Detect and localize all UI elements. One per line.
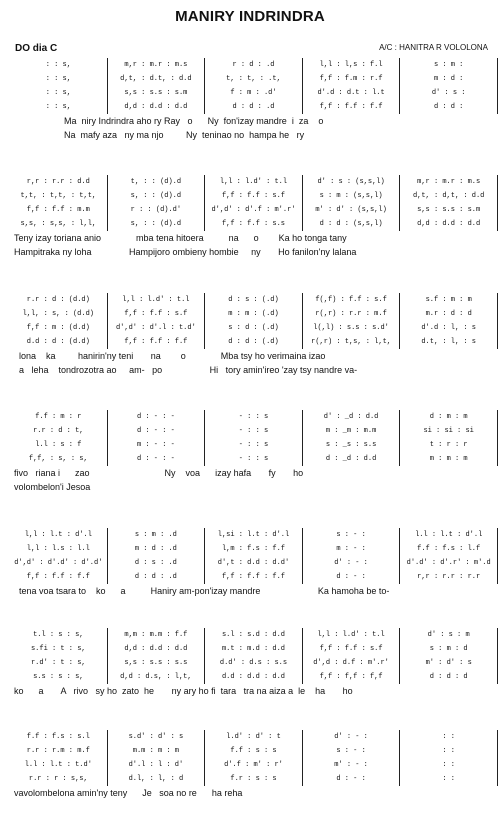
music-system (10, 410, 498, 494)
measure: d : d : (s,s,l) (302, 217, 400, 231)
measure: d : d : d (399, 670, 498, 684)
measure: f : m : .d' (204, 86, 302, 100)
measure: d' : - : (302, 730, 400, 744)
lyric-line: lona ka hanirin'ny teni na o Mba tsy ho verimaina izao (14, 351, 326, 361)
voice-row (10, 307, 498, 321)
measure: m,r : m.r : m.s (399, 175, 498, 189)
voice-row (10, 58, 498, 72)
measure: d,d : d.s, : l,t, (107, 670, 205, 684)
measure: d',t : d.d : d.d' (204, 556, 302, 570)
measure: - : : s (204, 410, 302, 424)
measure: r.d' : t : s, (30, 659, 86, 667)
measure: : : (399, 772, 498, 786)
measure: r,r : r.r : d.d (26, 178, 90, 186)
measure: m' : d' : (s,s,l) (302, 203, 400, 217)
measure: f,f : f.f : s.f (204, 189, 302, 203)
measure: d : s : (.d) (204, 293, 302, 307)
measure: f,f : f.f : f.f (26, 573, 90, 581)
measure: d',d' : d'.l : t.d' (107, 321, 205, 335)
measure: : : s, (45, 89, 71, 97)
measure: d : - : (302, 570, 400, 584)
measure: d' : - : (302, 556, 400, 570)
measure: t, : : (d).d (107, 175, 205, 189)
measure: d : d : .d (204, 100, 302, 114)
measure: d'.l : l : d' (107, 758, 205, 772)
measure: d' : s : m (399, 628, 498, 642)
measure: f.f : f.s : l.f (399, 542, 498, 556)
measure: d : d : (399, 100, 498, 114)
measure: d,t, : d.t, : d.d (107, 72, 205, 86)
measure: d : - : (302, 772, 400, 786)
voice-row (10, 410, 498, 424)
voice-row (10, 642, 498, 656)
measure: l,si : l.t : d'.l (204, 528, 302, 542)
measure: : : (399, 744, 498, 758)
measure: : : s, (45, 103, 71, 111)
voice-row (10, 438, 498, 452)
measure: l,l : l,s : f.l (302, 58, 400, 72)
voice-row (10, 189, 498, 203)
measure: s : _s : s.s (302, 438, 400, 452)
lyric-line: ko a A rivo sy ho zato he ny ary ho fi tara tra na aiza a le ha ho (14, 686, 353, 696)
voice-row (10, 100, 498, 114)
voice-staff (10, 58, 498, 114)
measure: s,s : s.s : s.m (399, 203, 498, 217)
voice-row (10, 730, 498, 744)
voice-row (10, 772, 498, 786)
voice-row (10, 628, 498, 642)
voice-row (10, 217, 498, 231)
measure: m,r : m.r : m.s (107, 58, 205, 72)
measure: m : - : - (107, 438, 205, 452)
measure: s.s : s : s, (33, 673, 84, 681)
measure: f,f : f.f : f.f (302, 100, 400, 114)
measure: l,l : l.s : l.l (26, 545, 90, 553)
measure: d : d : .d (107, 570, 205, 584)
measure: l.l : l.t : d'.l (399, 528, 498, 542)
measure: d',d' : d'.f : m'.r' (204, 203, 302, 217)
measure: f(,f) : f.f : s.f (302, 293, 400, 307)
measure: l(,l) : s.s : s.d' (302, 321, 400, 335)
measure: - : : s (204, 452, 302, 466)
voice-row (10, 424, 498, 438)
voice-row (10, 528, 498, 542)
measure: d',d' : d'.d' : d'.d' (14, 559, 103, 567)
measure: s.d' : d' : s (107, 730, 205, 744)
lyric-line: a leha tondrozotra ao am- po Hi tory amin'ireo 'zay tsy nandre va- (14, 365, 358, 375)
measure: s,s : s.s : s.s (107, 656, 205, 670)
music-system (10, 528, 498, 598)
measure: s : - : (302, 528, 400, 542)
measure: t, : t, : .t, (204, 72, 302, 86)
measure: r.r : r.m : m.f (26, 747, 90, 755)
measure: s, : : (d).d (107, 189, 205, 203)
measure: f,f : f.f : s.f (302, 642, 400, 656)
measure: f,f, : s, : s, (28, 455, 88, 463)
measure: t.l : s : s, (33, 631, 84, 639)
measure: d.d : d.d : d.d (204, 670, 302, 684)
measure: m : m : m (399, 452, 498, 466)
voice-row (10, 335, 498, 349)
measure: m.t : m.d : d.d (204, 642, 302, 656)
lyric-line: vavolombelona amin'ny teny Je soa no re ha reha (14, 788, 243, 798)
measure: f,f : f.f : s.f (107, 307, 205, 321)
measure: l.l : s : f (35, 441, 82, 449)
measure: s : m : .d (107, 528, 205, 542)
music-system (10, 58, 498, 142)
voice-row (10, 86, 498, 100)
measure: m : _m : m.m (302, 424, 400, 438)
measure: d' : s : (s,s,l) (302, 175, 400, 189)
measure: m : d : (399, 72, 498, 86)
measure: m.r : d : d (399, 307, 498, 321)
lyric-line: Teny izay toriana anio mba tena hitoera na o Ka ho tonga tany (14, 233, 347, 243)
measure: f.r : s : s (204, 772, 302, 786)
measure: f,f : m : (d.d) (26, 324, 90, 332)
measure: f,f : f,f : f,f (302, 670, 400, 684)
voice-row (10, 321, 498, 335)
measure: d.d' : d.s : s.s (204, 656, 302, 670)
measure: d'.d : l, : s (399, 321, 498, 335)
measure: s,s, : s,s, : l,l, (20, 220, 97, 228)
measure: s : - : (302, 744, 400, 758)
voice-row (10, 670, 498, 684)
measure: m' : d' : s (399, 656, 498, 670)
measure: m : d : .d (107, 542, 205, 556)
measure: d,d : d.d : d.d (107, 642, 205, 656)
voice-staff (10, 628, 498, 684)
measure: d : m : m (399, 410, 498, 424)
measure: l,l : l.t : d'.l (24, 531, 92, 539)
voice-row (10, 542, 498, 556)
composer-credit: A/C : HANITRA R VOLOLONA (379, 43, 488, 52)
voice-staff (10, 175, 498, 231)
measure: f,f : f.f : m.m (26, 206, 90, 214)
measure: : : (399, 758, 498, 772)
voice-row (10, 452, 498, 466)
measure: r.r : d : t, (33, 427, 84, 435)
voice-staff (10, 528, 498, 584)
voice-row (10, 72, 498, 86)
measure: l,l : l.d' : t.l (107, 293, 205, 307)
measure: s, : : (d).d (107, 217, 205, 231)
measure: d : s : .d (107, 556, 205, 570)
measure: s : m : (s,s,l) (302, 189, 400, 203)
measure: r(,r) : t,s, : l,t, (302, 335, 400, 349)
measure: : : (399, 730, 498, 744)
measure: d' : _d : d.d (302, 410, 400, 424)
song-title: MANIRY INDRINDRA (175, 8, 325, 25)
measure: d : - : - (107, 424, 205, 438)
measure: d'.d : d.t : l.t (302, 86, 400, 100)
measure: r : : (d).d' (107, 203, 205, 217)
lyric-line: fivo riana i zao Ny voa izay hafa fy ho (14, 468, 304, 478)
voice-row (10, 570, 498, 584)
measure: s.f : m : m (399, 293, 498, 307)
measure: s,s : s.s : s.m (107, 86, 205, 100)
measure: m : m : (.d) (204, 307, 302, 321)
measure: d : d : (.d) (204, 335, 302, 349)
measure: d : _d : d.d (302, 452, 400, 466)
measure: t : r : r (399, 438, 498, 452)
measure: l,l : l.d' : t.l (302, 628, 400, 642)
voice-staff (10, 730, 498, 786)
lyric-line: Ma niry Indrindra aho ry Ray o Ny fon'izay mandre i za o (14, 116, 324, 126)
measure: s : m : (399, 58, 498, 72)
measure: d'.f : m' : r' (204, 758, 302, 772)
voice-staff (10, 410, 498, 466)
voice-row (10, 656, 498, 670)
measure: s.fi : t : s, (30, 645, 86, 653)
measure: f,f : f.f : s.s (204, 217, 302, 231)
measure: - : : s (204, 424, 302, 438)
measure: m.m : m : m (107, 744, 205, 758)
measure: s.l : s.d : d.d (204, 628, 302, 642)
voice-row (10, 744, 498, 758)
measure: m : - : (302, 542, 400, 556)
measure: si : si : si (399, 424, 498, 438)
measure: d.l, : l, : d (107, 772, 205, 786)
measure: d,d : d.d : d.d (399, 217, 498, 231)
voice-row (10, 556, 498, 570)
measure: d : - : - (107, 410, 205, 424)
music-system (10, 175, 498, 259)
voice-row (10, 203, 498, 217)
measure: r : d : .d (204, 58, 302, 72)
measure: d' : s : (399, 86, 498, 100)
key-signature: DO dia C (15, 43, 58, 54)
music-system (10, 628, 498, 698)
measure: d : - : - (107, 452, 205, 466)
voice-row (10, 175, 498, 189)
measure: r.r : d : (d.d) (26, 296, 90, 304)
measure: s : d : (.d) (204, 321, 302, 335)
lyric-line: tena voa tsara to ko a Haniry am-pon'izay mandre Ka hamoha be to- (14, 586, 390, 596)
measure: f,f : f.f : f.f (107, 335, 205, 349)
measure: f.f : f.s : s.l (26, 733, 90, 741)
music-system (10, 730, 498, 800)
lyric-line: Hampitraka ny loha Hampijoro ombieny hombie ny Ho fanilon'ny lalana (14, 247, 357, 257)
measure: s : m : d (399, 642, 498, 656)
voice-row (10, 293, 498, 307)
measure: l,m : f.s : f.f (204, 542, 302, 556)
measure: d.d : d : (d.d) (26, 338, 90, 346)
voice-staff (10, 293, 498, 349)
measure: r,r : r.r : r.r (399, 570, 498, 584)
measure: t,t, : t,t, : t,t, (20, 192, 97, 200)
measure: r.r : r : s,s, (28, 775, 88, 783)
measure: r(,r) : r.r : m.f (302, 307, 400, 321)
lyric-line: Na mafy aza ny ma njo Ny teninao no hampa he ry (14, 130, 305, 140)
music-system (10, 293, 498, 377)
measure: l,l : l.d' : t.l (204, 175, 302, 189)
measure: f.f : m : r (35, 413, 82, 421)
measure: d,d : d.d : d.d (107, 100, 205, 114)
measure: m' : - : (302, 758, 400, 772)
measure: l.l : l.t : t.d' (24, 761, 92, 769)
measure: : : s, (45, 75, 71, 83)
lyric-line: volombelon'i Jesoa (14, 482, 91, 492)
measure: l.d' : d' : t (204, 730, 302, 744)
measure: d,t, : d,t, : d.d (399, 189, 498, 203)
measure: : : s, (45, 61, 71, 69)
measure: d.t, : l, : s (399, 335, 498, 349)
measure: d',d : d.f : m'.r' (302, 656, 400, 670)
measure: f,f : f.m : r.f (302, 72, 400, 86)
measure: - : : s (204, 438, 302, 452)
measure: d'.d' : d'.r' : m'.d (399, 556, 498, 570)
measure: m,m : m.m : f.f (107, 628, 205, 642)
measure: f,f : f.f : f.f (204, 570, 302, 584)
measure: l,l, : s, : (d.d) (22, 310, 94, 318)
measure: f.f : s : s (204, 744, 302, 758)
voice-row (10, 758, 498, 772)
